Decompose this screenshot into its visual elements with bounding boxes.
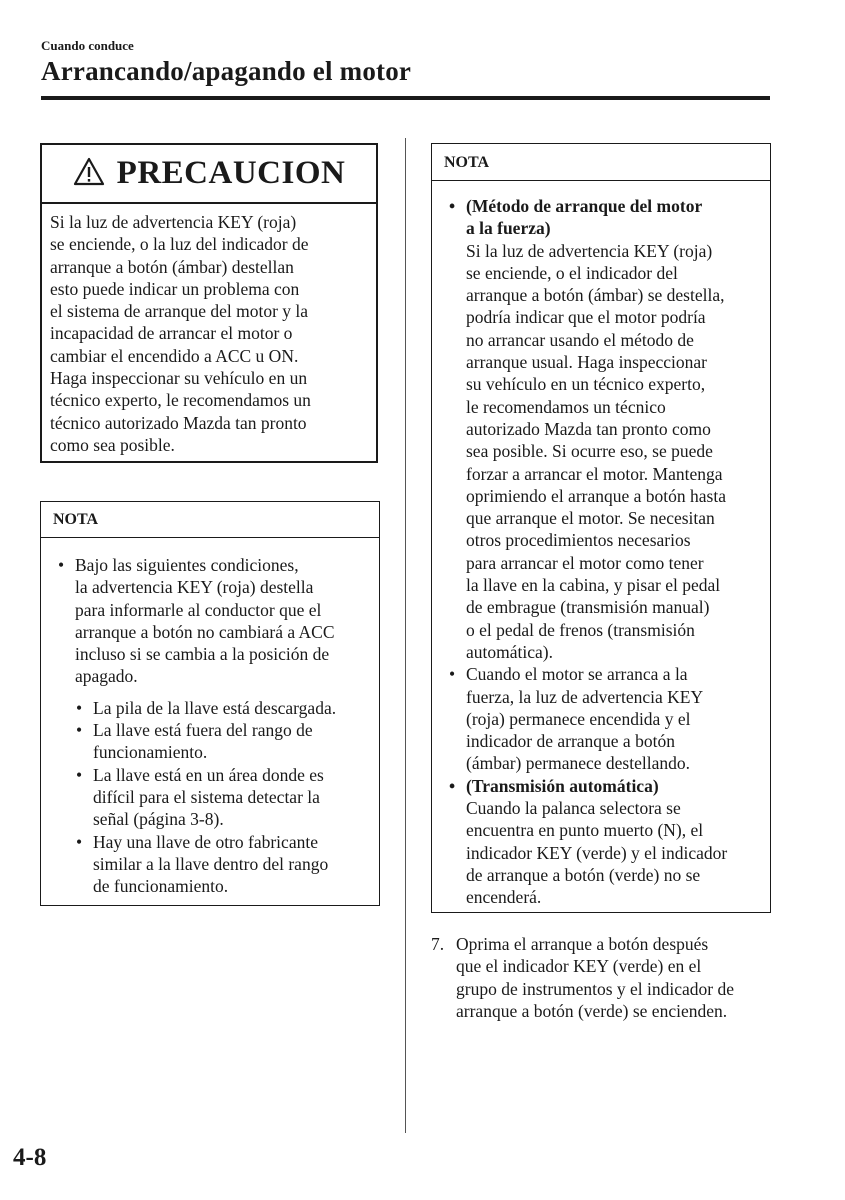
step-line: Oprima el arranque a botón después [456,934,709,954]
caution-line: Haga inspeccionar su vehículo en un [50,368,308,389]
note-line: Bajo las siguientes condiciones, [75,555,299,575]
caution-header [42,145,376,204]
note-line: sea posible. Si ocurre eso, se puede [466,441,713,462]
note-line: arranque a botón no cambiará a ACC [75,621,335,642]
note-box-right [431,143,771,913]
bullet-dot: • [76,831,83,852]
page-number: 4-8 [13,1144,47,1171]
step-line: grupo de instrumentos y el indicador de [456,978,734,999]
step-line: que el indicador KEY (verde) en el [456,956,702,977]
note-line: La llave está en un área donde es [93,764,324,785]
caution-text [50,211,372,456]
step-number: 7. [431,934,445,954]
note-line: podría indicar que el motor podría [466,307,706,328]
step-7 [431,933,776,1022]
note-line: similar a la llave dentro del rango [93,853,329,874]
note-line: La llave está fuera del rango de [93,720,313,741]
note-line: incluso si se cambia a la posición de [75,644,330,665]
section-label: Cuando conduce [41,38,134,53]
note-line: forzar a arrancar el motor. Mantenga [466,463,723,484]
note-line: para informarle al conductor que el [75,599,322,620]
column-divider [405,138,406,1133]
note-line: indicador de arranque a botón [466,731,675,752]
note-sub-bullet-item [41,831,379,898]
note-heading: NOTA [41,502,379,538]
note-line: otros procedimientos necesarios [466,530,691,551]
caution-box [40,143,378,463]
note-left-content [41,554,379,897]
note-line: se enciende, o el indicador del [466,262,678,283]
caution-line: como sea posible. [50,434,175,455]
note-line: Hay una llave de otro fabricante [93,831,318,852]
bullet-dot: • [449,196,456,216]
note-line: de embrague (transmisión manual) [466,597,710,618]
note-line: la llave en la cabina, y pisar el pedal [466,575,721,596]
note-bullet-item [432,663,770,774]
note-line: encenderá. [466,887,542,908]
note-line: funcionamiento. [93,742,208,763]
note-line: indicador KEY (verde) y el indicador [466,842,728,863]
note-sub-bullet-item [41,697,379,719]
note-heading: NOTA [432,144,770,181]
note-line: autorizado Mazda tan pronto como [466,418,711,439]
note-line: le recomendamos un técnico [466,396,666,417]
step-text [431,933,776,1022]
title-rule [41,96,770,100]
bullet-dot: • [449,775,456,796]
step-line: arranque a botón (verde) se encienden. [456,1000,728,1021]
note-line: Cuando el motor se arranca a la [466,664,688,685]
note-line: encuentra en punto muerto (N), el [466,820,704,841]
caution-line: cambiar el encendido a ACC u ON. [50,345,299,366]
note-line: de arranque a botón (verde) no se [466,864,701,885]
note-line: o el pedal de frenos (transmisión [466,619,695,640]
note-bullet-item [432,775,770,909]
note-bullet-item [432,195,770,663]
note-line: su vehículo en un técnico experto, [466,374,706,395]
note-sub-bullet-item [41,764,379,831]
note-box-left [40,501,380,906]
note-line: fuerza, la luz de advertencia KEY [466,686,704,707]
note-line: (roja) permanece encendida y el [466,708,691,729]
caution-line: arranque a botón (ámbar) destellan [50,256,294,277]
note-bold-line: (Método de arranque del motor [466,196,703,216]
note-line: la advertencia KEY (roja) destella [75,577,314,598]
note-line: Si la luz de advertencia KEY (roja) [466,240,713,261]
note-sub-bullet-item [41,719,379,764]
caution-line: incapacidad de arrancar el motor o [50,323,293,344]
note-line: (ámbar) permanece destellando. [466,753,690,774]
note-line: difícil para el sistema detectar la [93,786,320,807]
note-line: para arrancar el motor como tener [466,552,704,573]
bullet-dot: • [76,697,83,718]
note-bullet-item [41,554,379,688]
note-line: oprimiendo el arranque a botón hasta [466,485,726,506]
warning-triangle-icon [73,157,105,191]
note-line: que arranque el motor. Se necesitan [466,508,715,529]
page-title: Arrancando/apagando el motor [41,56,412,86]
note-line: Cuando la palanca selectora se [466,798,681,819]
caution-line: técnico experto, le recomendamos un [50,390,311,411]
note-line: apagado. [75,666,138,687]
note-line: La pila de la llave está descargada. [93,697,337,718]
note-line: automática). [466,641,553,662]
bullet-dot: • [76,720,83,741]
caution-line: se enciende, o la luz del indicador de [50,234,309,255]
bullet-dot: • [58,555,65,575]
caution-line: el sistema de arranque del motor y la [50,301,309,322]
bullet-dot: • [449,664,456,685]
note-bold-line: (Transmisión automática) [466,775,659,796]
caution-line: técnico autorizado Mazda tan pronto [50,412,307,433]
note-line: señal (página 3-8). [93,809,224,830]
note-right-content [432,195,770,909]
note-line: arranque usual. Haga inspeccionar [466,352,708,373]
caution-line: esto puede indicar un problema con [50,278,300,299]
note-bold-line: a la fuerza) [466,218,551,239]
note-line: de funcionamiento. [93,876,229,897]
note-line: arranque a botón (ámbar) se destella, [466,285,725,306]
note-line: no arrancar usando el método de [466,329,694,350]
caution-title: PRECAUCION [116,155,346,191]
bullet-dot: • [76,764,83,785]
caution-line: Si la luz de advertencia KEY (roja) [50,212,297,232]
